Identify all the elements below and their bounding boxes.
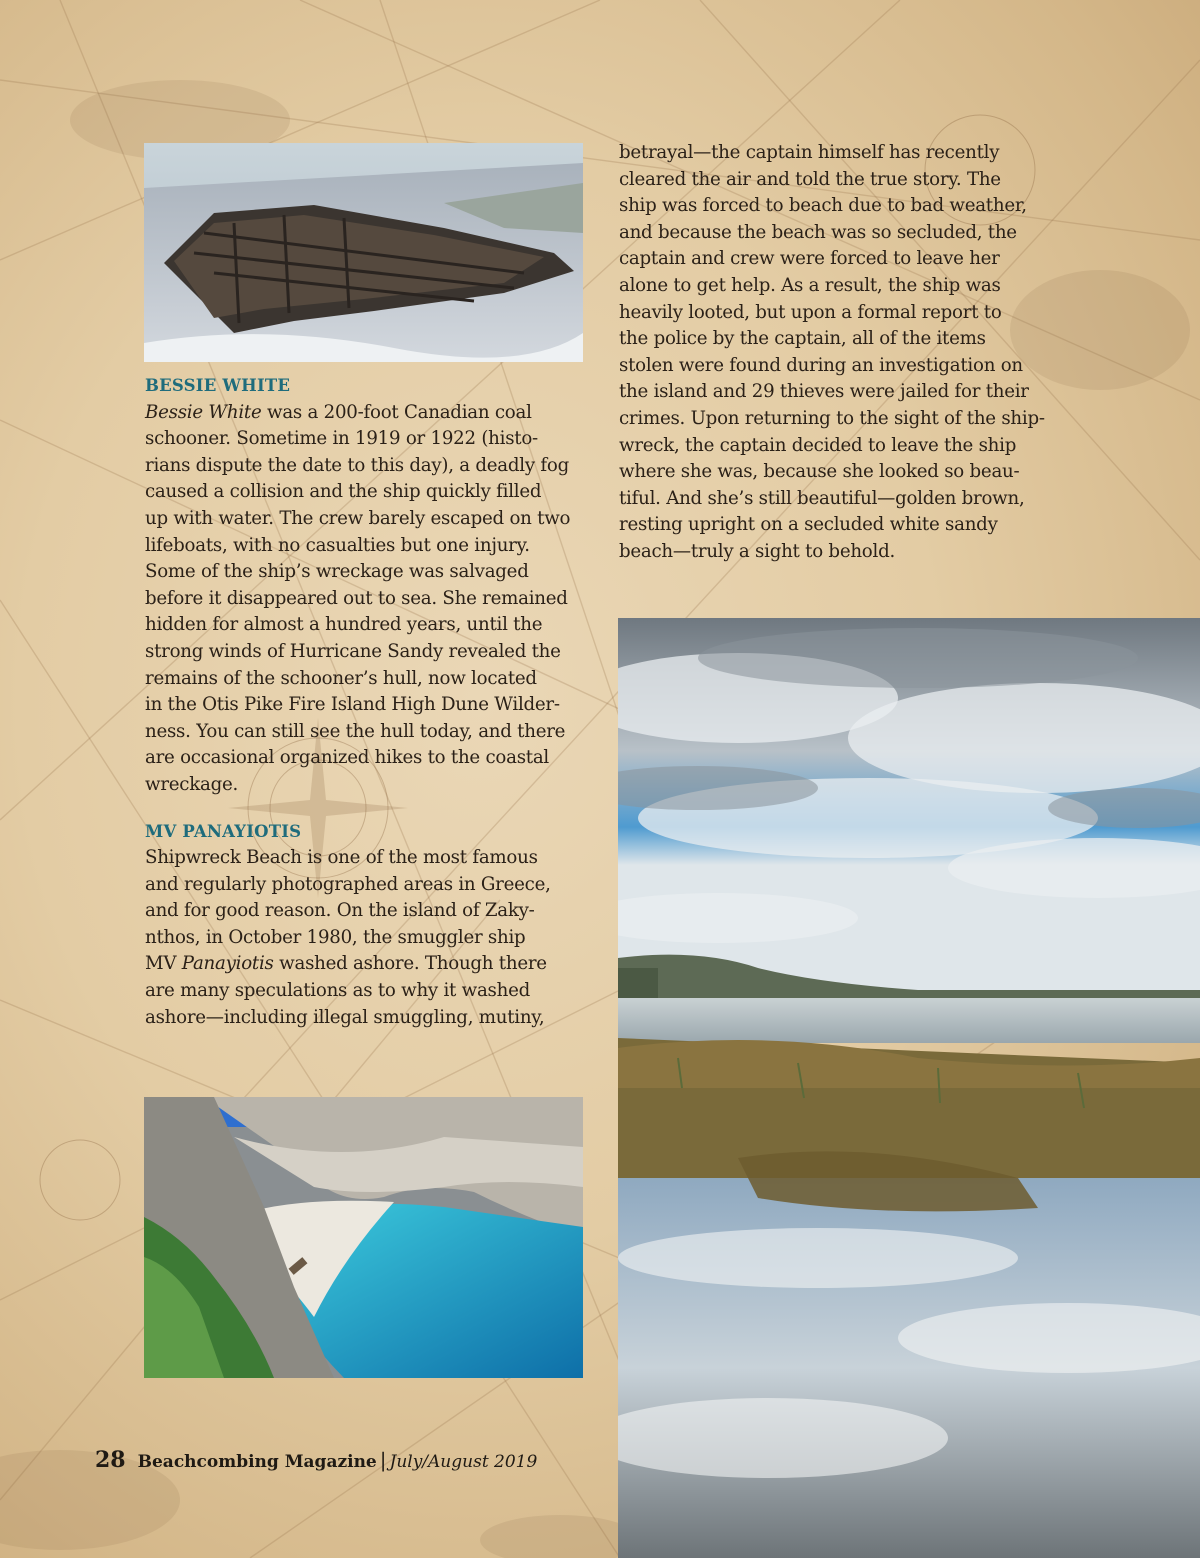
text-line: where she was, because she looked so beau- — [619, 461, 1020, 483]
text-line: caused a collision and the ship quickly filled — [145, 481, 542, 503]
text-line: remains of the schooner’s hull, now located — [145, 667, 537, 689]
page-footer — [95, 1447, 537, 1473]
text-line: tiful. And she’s still beautiful—golden brown, — [619, 487, 1025, 509]
text-line: resting upright on a secluded white sandy — [619, 514, 998, 536]
text-line: Shipwreck Beach is one of the most famous — [145, 847, 538, 869]
text-line: beach—truly a sight to behold. — [619, 540, 895, 562]
issue-date: July/August 2019 — [389, 1452, 538, 1472]
text-line: cleared the air and told the true story. The — [619, 168, 1001, 190]
text-line: Bessie White was a 200-foot Canadian coal — [145, 401, 532, 423]
ship-name-italic: Panayiotis — [181, 953, 274, 975]
bessie-white-heading: BESSIE WHITE — [145, 376, 291, 395]
text-line: hidden for almost a hundred years, until the — [145, 614, 543, 636]
text-line: crimes. Upon returning to the sight of the ship- — [619, 407, 1045, 429]
text-line: and for good reason. On the island of Zaky- — [145, 900, 535, 922]
text-line: before it disappeared out to sea. She remained — [145, 587, 568, 609]
bessie-white-wreck-photo — [144, 143, 583, 362]
mv-panayiotis-continued-paragraph — [619, 140, 1069, 566]
text-line: strong winds of Hurricane Sandy revealed the — [145, 640, 561, 662]
text-line: heavily looted, but upon a formal report to — [619, 301, 1002, 323]
text-line: the police by the captain, all of the items — [619, 328, 986, 350]
text-line: and because the beach was so secluded, the — [619, 221, 1017, 243]
footer-separator: | — [379, 1448, 387, 1472]
bessie-white-paragraph — [145, 400, 585, 799]
magazine-name: Beachcombing Magazine — [137, 1452, 377, 1472]
coastal-marsh-photo — [618, 618, 1200, 1558]
right-column — [619, 140, 1069, 566]
mv-panayiotis-paragraph — [145, 845, 585, 1031]
text-line: wreck, the captain decided to leave the ship — [619, 434, 1017, 456]
text-line: Some of the ship’s wreckage was salvaged — [145, 561, 529, 583]
text-line: rians dispute the date to this day), a deadly fog — [145, 454, 569, 476]
section-gap — [145, 799, 585, 819]
text-line: are occasional organized hikes to the coastal — [145, 747, 549, 769]
text-line: MV Panayiotis washed ashore. Though there — [145, 953, 547, 975]
left-column — [145, 373, 585, 1031]
text-line: betrayal—the captain himself has recently — [619, 142, 1000, 163]
text-line: nthos, in October 1980, the smuggler ship — [145, 926, 526, 948]
text-line: ashore—including illegal smuggling, mutiny, — [145, 1006, 545, 1028]
text-line: in the Otis Pike Fire Island High Dune Wilder- — [145, 694, 560, 716]
text-line: alone to get help. As a result, the ship was — [619, 274, 1001, 296]
text-line: ship was forced to beach due to bad weather, — [619, 195, 1027, 217]
text-line: ness. You can still see the hull today, and there — [145, 720, 566, 742]
text-line: the island and 29 thieves were jailed for their — [619, 381, 1029, 403]
text-line: captain and crew were forced to leave her — [619, 248, 1000, 270]
ship-name-italic: Bessie White — [145, 401, 262, 423]
mv-panayiotis-heading: MV PANAYIOTIS — [145, 821, 302, 841]
text-line: are many speculations as to why it washed — [145, 980, 530, 1002]
page-number: 28 — [95, 1447, 126, 1473]
text-line: and regularly photographed areas in Greece, — [145, 873, 551, 895]
text-line: wreckage. — [145, 773, 239, 795]
text-line: stolen were found during an investigation on — [619, 354, 1023, 376]
text-line: up with water. The crew barely escaped on two — [145, 507, 571, 529]
navagio-shipwreck-beach-photo — [144, 1097, 583, 1378]
text-line: lifeboats, with no casualties but one injury. — [145, 534, 530, 556]
text-line: schooner. Sometime in 1919 or 1922 (histo- — [145, 428, 538, 450]
